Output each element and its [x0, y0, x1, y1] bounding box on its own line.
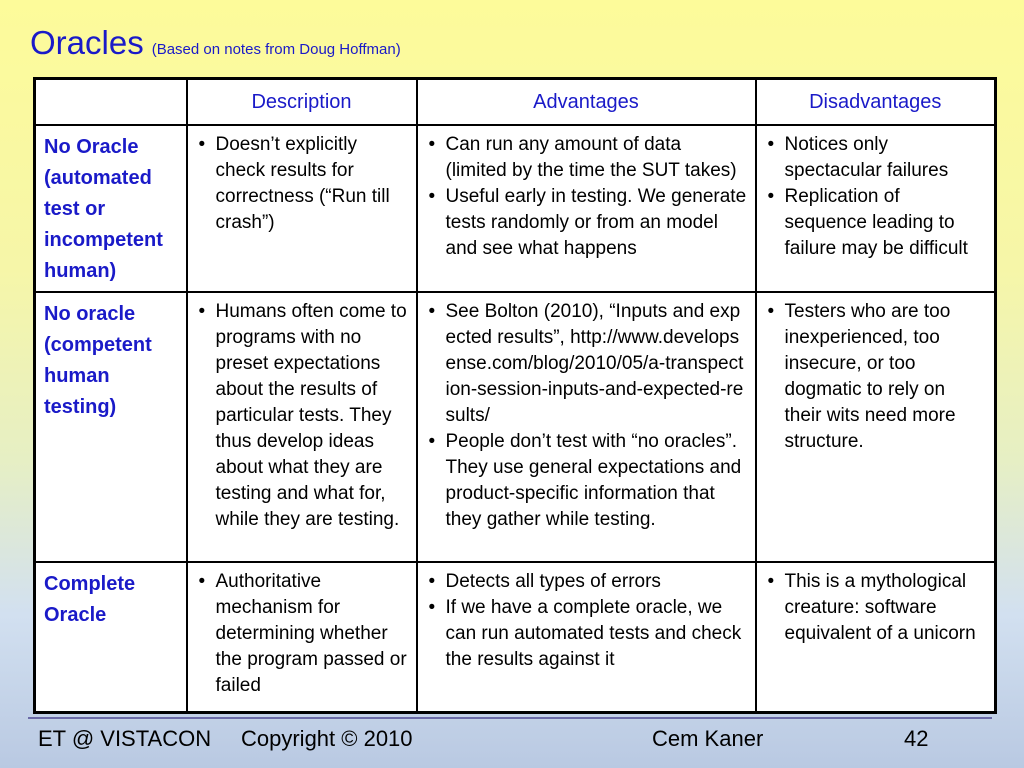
oracles-table: [33, 77, 997, 714]
list-item: • Notices only spectacular failures: [765, 132, 987, 184]
advantages-cell: [417, 562, 756, 713]
slide-number: 42: [904, 726, 929, 751]
subtitle-text: (Based on notes from Doug Hoffman): [151, 41, 401, 58]
oracles-table-container: [33, 77, 994, 714]
list-item: • Can run any amount of data (limited by the time the SUT takes): [426, 132, 747, 184]
description-cell: [187, 125, 417, 292]
list-item: • Replication of sequence leading to failure may be difficult: [765, 184, 987, 262]
column-header-disadvantages: Disadvantages: [756, 79, 996, 126]
table-row: [35, 125, 996, 292]
list-item: • People don’t test with “no oracles”. They use general expectations and product-specific information that they gather while testing.: [426, 429, 747, 533]
column-header-advantages: Advantages: [417, 79, 756, 126]
advantages-cell: [417, 125, 756, 292]
disadvantages-cell: [756, 292, 996, 562]
description-cell: [187, 292, 417, 562]
list-item: • Testers who are too inexperienced, too insecure, or too dogmatic to rely on their wits need more structure.: [765, 299, 987, 455]
list-item: • Useful early in testing. We generate tests randomly or from an model and see what happens: [426, 184, 747, 262]
list-item: • Doesn’t explicitly check results for correctness (“Run till crash”): [196, 132, 408, 236]
footer-divider: [28, 717, 992, 719]
footer-event: ET @ VISTACON: [38, 726, 212, 751]
list-item: • Authoritative mechanism for determining whether the program passed or failed: [196, 569, 408, 699]
footer-author: Cem Kaner: [652, 726, 764, 751]
description-cell: [187, 562, 417, 713]
list-item: • Humans often come to programs with no preset expectations about the results of particular tests. They thus develop ideas about what they are testing and what for, while they are testing.: [196, 299, 408, 533]
list-item: • If we have a complete oracle, we can run automated tests and check the results against it: [426, 595, 747, 673]
list-item: • See Bolton (2010), “Inputs and expected results”, http://www.developsense.com/blog/2010/05/a-transpection-session-inputs-and-expected-results/: [426, 299, 747, 429]
advantages-cell: [417, 292, 756, 562]
row-header: No oracle (competent human testing): [35, 292, 187, 562]
list-item: • Detects all types of errors: [426, 569, 747, 595]
disadvantages-cell: [756, 562, 996, 713]
list-item: • This is a mythological creature: software equivalent of a unicorn: [765, 569, 987, 647]
table-row: [35, 292, 996, 562]
table-row: [35, 562, 996, 713]
title-text: Oracles: [30, 24, 144, 61]
row-header: No Oracle (automated test or incompetent human): [35, 125, 187, 292]
disadvantages-cell: [756, 125, 996, 292]
footer-copyright: Copyright © 2010: [241, 726, 413, 751]
column-header-description: Description: [187, 79, 417, 126]
slide-title: [30, 24, 401, 62]
table-header-row: [35, 79, 996, 126]
corner-cell: [35, 79, 187, 126]
row-header: Complete Oracle: [35, 562, 187, 713]
